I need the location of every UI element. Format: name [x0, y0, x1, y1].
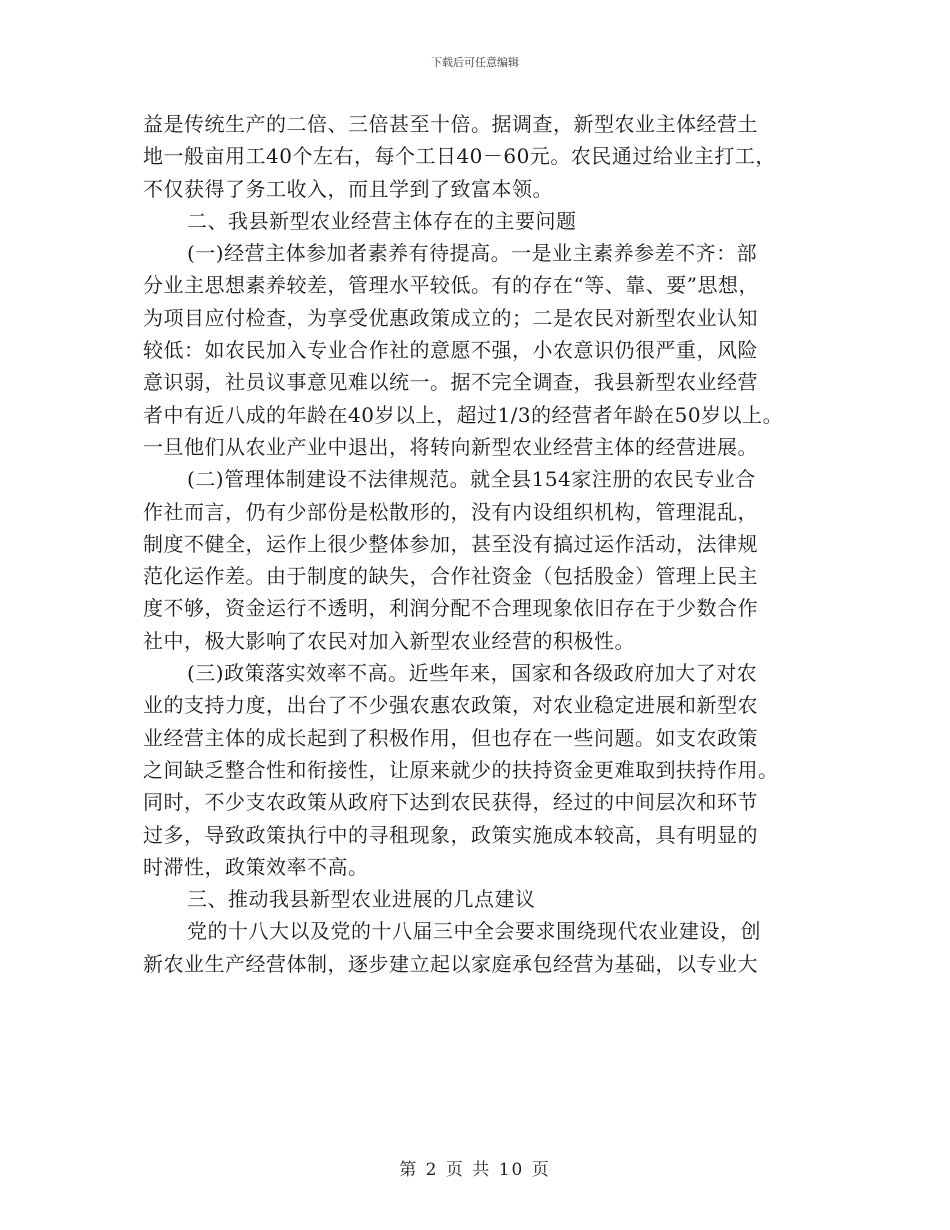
paragraph-start: 党的十八大以及党的十八届三中全会要求围绕现代农业建设，创: [187, 919, 761, 944]
paragraph-start: (一)经营主体参加者素养有待提高。一是业主素养参差不齐：部: [187, 241, 758, 266]
text-line: 益是传统生产的二倍、三倍甚至十倍。据调查，新型农业主体经营土: [143, 112, 758, 136]
section-heading: 三、推动我县新型农业进展的几点建议: [187, 887, 536, 912]
paragraph-start: (二)管理体制建设不法律规范。就全县154家注册的农民专业合: [187, 467, 756, 492]
text-line: 地一般亩用工40个左右，每个工日40－60元。农民通过给业主打工，: [143, 144, 776, 169]
text-line: 制度不健全，运作上很少整体参加，甚至没有搞过运作活动，法律规: [143, 531, 758, 556]
page-header-note: 下载后可任意编辑: [431, 56, 519, 69]
text-line: 过多，导致政策执行中的寻租现象，政策实施成本较高，具有明显的: [143, 822, 758, 847]
text-line: 意识弱，社员议事意见难以统一。据不完全调查，我县新型农业经营: [143, 370, 758, 395]
text-line: 新农业生产经营体制，逐步建立起以家庭承包经营为基础，以专业大: [143, 951, 758, 976]
text-line: 同时，不少支农政策从政府下达到农民获得，经过的中间层次和环节: [143, 790, 758, 815]
text-line: 较低：如农民加入专业合作社的意愿不强，小农意识仍很严重，风险: [143, 338, 758, 363]
text-line: 者中有近八成的年龄在40岁以上，超过1/3的经营者年龄在50岁以上。: [143, 402, 784, 427]
text-line: 之间缺乏整合性和衔接性，让原来就少的扶持资金更难取到扶持作用。: [143, 757, 779, 782]
document-body: [143, 108, 823, 980]
text-line: 业的支持力度，出台了不少强农惠农政策，对农业稳定进展和新型农: [143, 693, 758, 718]
text-line: 分业主思想素养较差，管理水平较低。有的存在“等、靠、要”思想，: [143, 273, 759, 298]
text-line: 不仅获得了务工收入，而且学到了致富本领。: [143, 176, 553, 201]
text-line: 范化运作差。由于制度的缺失，合作社资金（包括股金）管理上民主: [143, 564, 758, 589]
page-number: 第 2 页 共 10 页: [399, 1160, 551, 1180]
text-line: 度不够，资金运行不透明，利润分配不合理现象依旧存在于少数合作: [143, 596, 758, 621]
text-line: 一旦他们从农业产业中退出，将转向新型农业经营主体的经营进展。: [143, 434, 758, 459]
section-heading: 二、我县新型农业经营主体存在的主要问题: [187, 208, 577, 233]
paragraph-start: (三)政策落实效率不高。近些年来，国家和各级政府加大了对农: [187, 661, 758, 686]
text-line: 为项目应付检查，为享受优惠政策成立的；二是农民对新型农业认知: [143, 305, 758, 330]
text-line: 作社而言，仍有少部份是松散形的，没有内设组织机构，管理混乱，: [143, 499, 758, 524]
text-line: 时滞性，政策效率不高。: [143, 854, 369, 879]
text-line: 业经营主体的成长起到了积极作用，但也存在一些问题。如支农政策: [143, 725, 758, 750]
text-line: 社中，极大影响了农民对加入新型农业经营的积极性。: [143, 628, 635, 653]
